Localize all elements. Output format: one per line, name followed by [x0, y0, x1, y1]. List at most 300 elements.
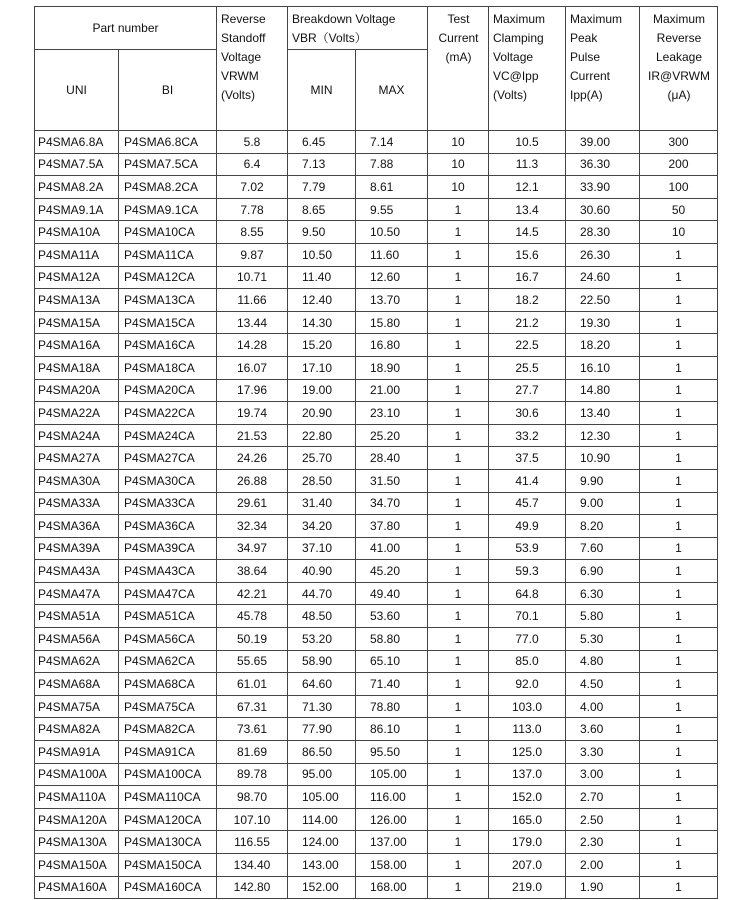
uni-part: P4SMA51A: [35, 605, 119, 628]
vbr-min-value: 114.00: [288, 808, 356, 831]
vbr-min-value: 37.10: [288, 537, 356, 560]
leakage-value: 100: [640, 176, 718, 199]
uni-part: P4SMA33A: [35, 492, 119, 515]
vbr-max-value: 16.80: [356, 334, 428, 357]
uni-part: P4SMA130A: [35, 831, 119, 854]
test-current-value: 1: [428, 695, 489, 718]
peak-pulse-value: 2.30: [566, 831, 640, 854]
peak-pulse-value: 4.50: [566, 673, 640, 696]
vbr-max-value: 65.10: [356, 650, 428, 673]
bi-part: P4SMA110CA: [119, 786, 217, 809]
uni-part: P4SMA120A: [35, 808, 119, 831]
vbr-min-value: 58.90: [288, 650, 356, 673]
vbr-min-value: 34.20: [288, 515, 356, 538]
test-current-value: 1: [428, 628, 489, 651]
test-current-value: 1: [428, 876, 489, 899]
table-row: [35, 176, 718, 199]
test-current-value: 10: [428, 131, 489, 154]
bi-part: P4SMA43CA: [119, 560, 217, 583]
uni-part: P4SMA15A: [35, 311, 119, 334]
uni-part: P4SMA43A: [35, 560, 119, 583]
vbr-min-value: 152.00: [288, 876, 356, 899]
bi-part: P4SMA62CA: [119, 650, 217, 673]
vrwm-value: 16.07: [217, 356, 288, 379]
leakage-value: 200: [640, 153, 718, 176]
table-row: [35, 650, 718, 673]
table-row: [35, 289, 718, 312]
uni-part: P4SMA24A: [35, 424, 119, 447]
uni-part: P4SMA9.1A: [35, 198, 119, 221]
vrwm-value: 73.61: [217, 718, 288, 741]
vbr-min-value: 28.50: [288, 469, 356, 492]
table-row: [35, 515, 718, 538]
vrwm-value: 42.21: [217, 582, 288, 605]
bi-part: P4SMA82CA: [119, 718, 217, 741]
peak-pulse-value: 12.30: [566, 424, 640, 447]
bi-part: P4SMA39CA: [119, 537, 217, 560]
vrwm-value: 50.19: [217, 628, 288, 651]
test-current-header: Test Current (mA): [428, 7, 489, 131]
peak-pulse-value: 6.90: [566, 560, 640, 583]
leakage-value: 1: [640, 266, 718, 289]
uni-header: UNI: [35, 50, 119, 131]
vrwm-value: 24.26: [217, 447, 288, 470]
vbr-max-value: 28.40: [356, 447, 428, 470]
vbr-min-value: 22.80: [288, 424, 356, 447]
leakage-value: 1: [640, 402, 718, 425]
uni-part: P4SMA68A: [35, 673, 119, 696]
vbr-min-value: 14.30: [288, 311, 356, 334]
uni-part: P4SMA7.5A: [35, 153, 119, 176]
bi-part: P4SMA12CA: [119, 266, 217, 289]
clamping-voltage-value: 207.0: [489, 854, 566, 877]
uni-part: P4SMA62A: [35, 650, 119, 673]
table-row: [35, 198, 718, 221]
bi-part: P4SMA22CA: [119, 402, 217, 425]
test-current-value: 1: [428, 469, 489, 492]
leakage-value: 50: [640, 198, 718, 221]
peak-pulse-value: 1.90: [566, 876, 640, 899]
bi-part: P4SMA150CA: [119, 854, 217, 877]
table-row: [35, 695, 718, 718]
clamping-voltage-value: 113.0: [489, 718, 566, 741]
peak-pulse-value: 3.30: [566, 741, 640, 764]
vrwm-value: 11.66: [217, 289, 288, 312]
test-current-value: 1: [428, 424, 489, 447]
test-current-value: 1: [428, 673, 489, 696]
vbr-min-value: 6.45: [288, 131, 356, 154]
leakage-value: 1: [640, 741, 718, 764]
vrwm-value: 5.8: [217, 131, 288, 154]
leakage-value: 1: [640, 515, 718, 538]
bi-part: P4SMA51CA: [119, 605, 217, 628]
vrwm-value: 7.02: [217, 176, 288, 199]
test-current-value: 1: [428, 741, 489, 764]
vbr-min-value: 8.65: [288, 198, 356, 221]
leakage-value: 1: [640, 582, 718, 605]
clamping-voltage-value: 27.7: [489, 379, 566, 402]
uni-part: P4SMA110A: [35, 786, 119, 809]
test-current-value: 1: [428, 492, 489, 515]
vbr-min-value: 7.13: [288, 153, 356, 176]
leakage-value: 300: [640, 131, 718, 154]
bi-part: P4SMA33CA: [119, 492, 217, 515]
vbr-min-value: 10.50: [288, 243, 356, 266]
test-current-value: 1: [428, 334, 489, 357]
leakage-value: 1: [640, 311, 718, 334]
clamping-voltage-value: 11.3: [489, 153, 566, 176]
uni-part: P4SMA16A: [35, 334, 119, 357]
uni-part: P4SMA47A: [35, 582, 119, 605]
vbr-max-value: 168.00: [356, 876, 428, 899]
vbr-max-value: 23.10: [356, 402, 428, 425]
uni-part: P4SMA36A: [35, 515, 119, 538]
max-header: MAX: [356, 50, 428, 131]
test-current-value: 1: [428, 198, 489, 221]
vbr-max-value: 12.60: [356, 266, 428, 289]
peak-pulse-value: 16.10: [566, 356, 640, 379]
clamping-voltage-value: 92.0: [489, 673, 566, 696]
leakage-value: 1: [640, 537, 718, 560]
vrwm-value: 26.88: [217, 469, 288, 492]
uni-part: P4SMA20A: [35, 379, 119, 402]
vbr-min-value: 95.00: [288, 763, 356, 786]
test-current-value: 1: [428, 402, 489, 425]
test-current-value: 1: [428, 650, 489, 673]
vbr-max-value: 10.50: [356, 221, 428, 244]
vbr-min-value: 77.90: [288, 718, 356, 741]
test-current-value: 1: [428, 447, 489, 470]
table-row: [35, 537, 718, 560]
table-row: [35, 153, 718, 176]
vbr-min-value: 86.50: [288, 741, 356, 764]
leakage-value: 1: [640, 854, 718, 877]
vbr-min-value: 11.40: [288, 266, 356, 289]
clamping-voltage-value: 70.1: [489, 605, 566, 628]
table-row: [35, 673, 718, 696]
vrwm-value: 21.53: [217, 424, 288, 447]
bi-part: P4SMA160CA: [119, 876, 217, 899]
leakage-value: 1: [640, 560, 718, 583]
test-current-value: 1: [428, 379, 489, 402]
peak-pulse-value: 3.00: [566, 763, 640, 786]
bi-part: P4SMA24CA: [119, 424, 217, 447]
table-row: [35, 131, 718, 154]
test-current-value: 1: [428, 537, 489, 560]
leakage-value: 1: [640, 695, 718, 718]
vbr-max-value: 9.55: [356, 198, 428, 221]
vbr-max-value: 7.88: [356, 153, 428, 176]
test-current-value: 1: [428, 311, 489, 334]
table-row: [35, 786, 718, 809]
vbr-min-value: 40.90: [288, 560, 356, 583]
vrwm-value: 13.44: [217, 311, 288, 334]
leakage-value: 1: [640, 424, 718, 447]
clamping-voltage-value: 10.5: [489, 131, 566, 154]
vbr-min-value: 9.50: [288, 221, 356, 244]
clamping-voltage-value: 22.5: [489, 334, 566, 357]
vbr-min-value: 143.00: [288, 854, 356, 877]
vbr-min-value: 124.00: [288, 831, 356, 854]
vbr-max-value: 137.00: [356, 831, 428, 854]
leakage-value: 1: [640, 605, 718, 628]
bi-header: BI: [119, 50, 217, 131]
table-row: [35, 492, 718, 515]
clamping-voltage-value: 30.6: [489, 402, 566, 425]
clamping-voltage-value: 53.9: [489, 537, 566, 560]
leakage-value: 1: [640, 356, 718, 379]
clamping-voltage-value: 45.7: [489, 492, 566, 515]
vbr-max-value: 95.50: [356, 741, 428, 764]
table-row: [35, 379, 718, 402]
table-row: [35, 469, 718, 492]
clamping-voltage-value: 13.4: [489, 198, 566, 221]
vrwm-value: 38.64: [217, 560, 288, 583]
peak-pulse-value: 2.70: [566, 786, 640, 809]
table-row: [35, 311, 718, 334]
peak-pulse-value: 9.00: [566, 492, 640, 515]
vbr-min-value: 31.40: [288, 492, 356, 515]
clamping-voltage-value: 25.5: [489, 356, 566, 379]
breakdown-voltage-header: Breakdown Voltage VBR（Volts）: [288, 7, 428, 50]
clamping-voltage-value: 103.0: [489, 695, 566, 718]
vrwm-value: 6.4: [217, 153, 288, 176]
table-row: [35, 628, 718, 651]
peak-pulse-value: 39.00: [566, 131, 640, 154]
uni-part: P4SMA18A: [35, 356, 119, 379]
clamping-voltage-value: 59.3: [489, 560, 566, 583]
vbr-min-value: 53.20: [288, 628, 356, 651]
uni-part: P4SMA6.8A: [35, 131, 119, 154]
peak-pulse-value: 2.50: [566, 808, 640, 831]
clamping-voltage-value: 33.2: [489, 424, 566, 447]
peak-pulse-current-header: Maximum Peak Pulse Current Ipp(A): [566, 7, 640, 131]
table-row: [35, 424, 718, 447]
leakage-value: 1: [640, 379, 718, 402]
vbr-min-value: 15.20: [288, 334, 356, 357]
clamping-voltage-value: 152.0: [489, 786, 566, 809]
vbr-max-value: 8.61: [356, 176, 428, 199]
vrwm-value: 19.74: [217, 402, 288, 425]
vbr-max-value: 78.80: [356, 695, 428, 718]
bi-part: P4SMA68CA: [119, 673, 217, 696]
uni-part: P4SMA82A: [35, 718, 119, 741]
part-number-header: Part number: [35, 7, 217, 50]
vbr-min-value: 25.70: [288, 447, 356, 470]
test-current-value: 1: [428, 356, 489, 379]
leakage-value: 1: [640, 334, 718, 357]
reverse-leakage-header: Maximum Reverse Leakage IR@VRWM (μA): [640, 7, 718, 131]
vrwm-value: 67.31: [217, 695, 288, 718]
clamping-voltage-value: 219.0: [489, 876, 566, 899]
peak-pulse-value: 26.30: [566, 243, 640, 266]
vbr-max-value: 11.60: [356, 243, 428, 266]
bi-part: P4SMA9.1CA: [119, 198, 217, 221]
leakage-value: 1: [640, 718, 718, 741]
peak-pulse-value: 33.90: [566, 176, 640, 199]
vbr-max-value: 105.00: [356, 763, 428, 786]
table-row: [35, 560, 718, 583]
peak-pulse-value: 10.90: [566, 447, 640, 470]
table-row: [35, 605, 718, 628]
table-row: [35, 718, 718, 741]
vbr-min-value: 12.40: [288, 289, 356, 312]
table-row: [35, 831, 718, 854]
test-current-value: 1: [428, 582, 489, 605]
leakage-value: 1: [640, 673, 718, 696]
peak-pulse-value: 28.30: [566, 221, 640, 244]
vrwm-value: 116.55: [217, 831, 288, 854]
vrwm-value: 45.78: [217, 605, 288, 628]
test-current-value: 10: [428, 153, 489, 176]
test-current-value: 1: [428, 560, 489, 583]
vbr-min-value: 17.10: [288, 356, 356, 379]
bi-part: P4SMA18CA: [119, 356, 217, 379]
bi-part: P4SMA8.2CA: [119, 176, 217, 199]
clamping-voltage-value: 64.8: [489, 582, 566, 605]
bi-part: P4SMA20CA: [119, 379, 217, 402]
vrwm-value: 7.78: [217, 198, 288, 221]
vbr-max-value: 126.00: [356, 808, 428, 831]
vbr-min-value: 64.60: [288, 673, 356, 696]
table-row: [35, 334, 718, 357]
test-current-value: 10: [428, 176, 489, 199]
leakage-value: 1: [640, 492, 718, 515]
uni-part: P4SMA22A: [35, 402, 119, 425]
table-row: [35, 808, 718, 831]
clamping-voltage-value: 49.9: [489, 515, 566, 538]
test-current-value: 1: [428, 763, 489, 786]
uni-part: P4SMA11A: [35, 243, 119, 266]
table-row: [35, 876, 718, 899]
vbr-max-value: 13.70: [356, 289, 428, 312]
vbr-max-value: 58.80: [356, 628, 428, 651]
vbr-max-value: 41.00: [356, 537, 428, 560]
bi-part: P4SMA36CA: [119, 515, 217, 538]
vrwm-value: 98.70: [217, 786, 288, 809]
peak-pulse-value: 5.80: [566, 605, 640, 628]
header-row-1: [35, 7, 718, 50]
peak-pulse-value: 13.40: [566, 402, 640, 425]
test-current-value: 1: [428, 718, 489, 741]
vbr-min-value: 19.00: [288, 379, 356, 402]
bi-part: P4SMA120CA: [119, 808, 217, 831]
peak-pulse-value: 6.30: [566, 582, 640, 605]
leakage-value: 1: [640, 876, 718, 899]
peak-pulse-value: 36.30: [566, 153, 640, 176]
vrwm-value: 29.61: [217, 492, 288, 515]
vrwm-value: 89.78: [217, 763, 288, 786]
peak-pulse-value: 5.30: [566, 628, 640, 651]
bi-part: P4SMA7.5CA: [119, 153, 217, 176]
clamping-voltage-value: 14.5: [489, 221, 566, 244]
vrwm-value: 10.71: [217, 266, 288, 289]
bi-part: P4SMA75CA: [119, 695, 217, 718]
bi-part: P4SMA13CA: [119, 289, 217, 312]
clamping-voltage-value: 18.2: [489, 289, 566, 312]
bi-part: P4SMA6.8CA: [119, 131, 217, 154]
uni-part: P4SMA75A: [35, 695, 119, 718]
vrwm-value: 34.97: [217, 537, 288, 560]
vbr-max-value: 71.40: [356, 673, 428, 696]
test-current-value: 1: [428, 266, 489, 289]
clamping-voltage-value: 41.4: [489, 469, 566, 492]
vbr-min-value: 105.00: [288, 786, 356, 809]
table-row: [35, 356, 718, 379]
table-row: [35, 854, 718, 877]
leakage-value: 10: [640, 221, 718, 244]
spec-table: [34, 6, 718, 899]
test-current-value: 1: [428, 605, 489, 628]
vbr-max-value: 49.40: [356, 582, 428, 605]
bi-part: P4SMA91CA: [119, 741, 217, 764]
vrwm-value: 8.55: [217, 221, 288, 244]
vrwm-value: 142.80: [217, 876, 288, 899]
clamping-voltage-value: 77.0: [489, 628, 566, 651]
vbr-min-value: 48.50: [288, 605, 356, 628]
bi-part: P4SMA56CA: [119, 628, 217, 651]
min-header: MIN: [288, 50, 356, 131]
leakage-value: 1: [640, 469, 718, 492]
clamping-voltage-value: 165.0: [489, 808, 566, 831]
vbr-min-value: 7.79: [288, 176, 356, 199]
vbr-max-value: 37.80: [356, 515, 428, 538]
table-row: [35, 402, 718, 425]
test-current-value: 1: [428, 808, 489, 831]
uni-part: P4SMA91A: [35, 741, 119, 764]
vrwm-value: 55.65: [217, 650, 288, 673]
table-row: [35, 582, 718, 605]
vbr-max-value: 21.00: [356, 379, 428, 402]
peak-pulse-value: 8.20: [566, 515, 640, 538]
vrwm-value: 32.34: [217, 515, 288, 538]
peak-pulse-value: 22.50: [566, 289, 640, 312]
bi-part: P4SMA11CA: [119, 243, 217, 266]
leakage-value: 1: [640, 808, 718, 831]
leakage-value: 1: [640, 447, 718, 470]
vbr-max-value: 31.50: [356, 469, 428, 492]
clamping-voltage-value: 179.0: [489, 831, 566, 854]
test-current-value: 1: [428, 515, 489, 538]
peak-pulse-value: 24.60: [566, 266, 640, 289]
peak-pulse-value: 14.80: [566, 379, 640, 402]
clamping-voltage-value: 85.0: [489, 650, 566, 673]
vbr-max-value: 158.00: [356, 854, 428, 877]
bi-part: P4SMA27CA: [119, 447, 217, 470]
uni-part: P4SMA39A: [35, 537, 119, 560]
vbr-max-value: 45.20: [356, 560, 428, 583]
peak-pulse-value: 30.60: [566, 198, 640, 221]
peak-pulse-value: 3.60: [566, 718, 640, 741]
clamping-voltage-value: 137.0: [489, 763, 566, 786]
table-row: [35, 266, 718, 289]
vbr-max-value: 15.80: [356, 311, 428, 334]
bi-part: P4SMA15CA: [119, 311, 217, 334]
leakage-value: 1: [640, 289, 718, 312]
uni-part: P4SMA150A: [35, 854, 119, 877]
test-current-value: 1: [428, 221, 489, 244]
bi-part: P4SMA30CA: [119, 469, 217, 492]
clamping-voltage-value: 125.0: [489, 741, 566, 764]
vbr-max-value: 34.70: [356, 492, 428, 515]
leakage-value: 1: [640, 831, 718, 854]
bi-part: P4SMA47CA: [119, 582, 217, 605]
uni-part: P4SMA12A: [35, 266, 119, 289]
bi-part: P4SMA130CA: [119, 831, 217, 854]
uni-part: P4SMA30A: [35, 469, 119, 492]
vrwm-value: 14.28: [217, 334, 288, 357]
leakage-value: 1: [640, 763, 718, 786]
